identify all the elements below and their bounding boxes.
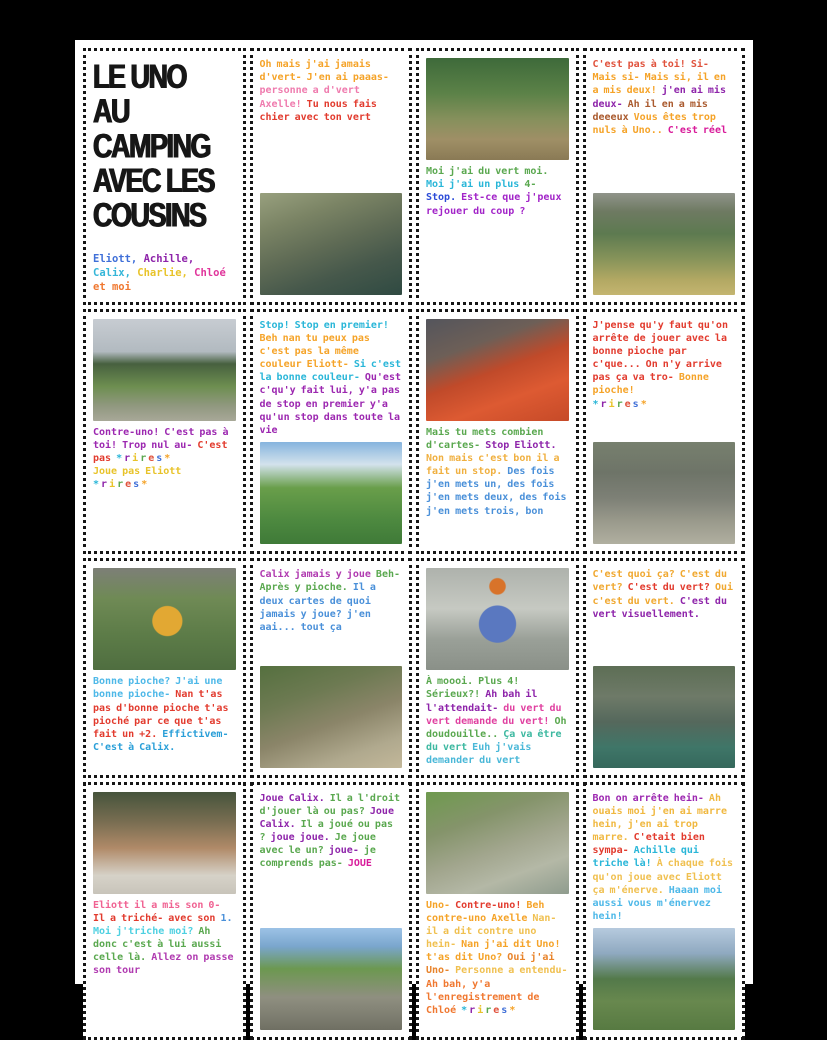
grid-cell-r3c4 [583, 558, 746, 777]
dialogue-segment: Oh mais j'ai jamais d'vert- J'en ai paaas- [259, 59, 389, 84]
dialogue-segment: C'est pas à toi! Si- [592, 59, 709, 70]
grid-cell-r2c4 [583, 309, 746, 555]
grid-cell-r4c4 [583, 782, 746, 1040]
dialogue-segment: C'est pas [93, 439, 228, 464]
dialogue-segment: Nan- il a dit contre uno hein- [426, 912, 557, 951]
dialogue-segment: Bonne pioche? J'ai une bonne pioche- [93, 676, 223, 701]
dialogue-segment: j'en ai mis deux- [592, 85, 726, 110]
dialogue-text [593, 792, 736, 924]
dialogue-segment: Stop Eliott. [485, 439, 557, 451]
dialogue-segment: C'est du vert? [627, 582, 715, 594]
name-et-moi: et moi [93, 281, 131, 294]
grid-cell-r3c3 [416, 558, 579, 777]
grid-cell-r2c3 [416, 309, 579, 555]
dialogue-segment: C'est du vert visuellement. [592, 595, 727, 620]
dialogue-text [260, 568, 403, 634]
photo-river-chairs [260, 666, 403, 768]
name-achille: Achille, [137, 253, 195, 265]
dialogue-segment: Nan j'ai dit Uno! t'as dit Uno? [426, 939, 561, 964]
dialogue-segment: Est-ce que j'peux rejouer du coup ? [426, 192, 562, 217]
dialogue-segment: Haaan moi aussi vous m'énervez hein! [592, 884, 722, 923]
dialogue-segment: je comprends pas- [259, 845, 376, 870]
dialogue-segment: Il a joué ou pas ? [259, 818, 393, 844]
photo-dog-river [426, 792, 569, 894]
photo-piggyback [260, 442, 403, 544]
dialogue-segment: Ah il en a mis deeeux [592, 98, 708, 123]
grid-cell-r3c2 [250, 558, 413, 777]
page-title [93, 57, 236, 235]
photo-basalt-canyon [593, 442, 736, 544]
dialogue-segment: Euh j'vais demander du vert [426, 742, 532, 767]
dialogue-segment: du vert du vert demande du vert! [426, 702, 562, 727]
dialogue-segment: Nan t'as pas d'bonne pioche t'as pioché par ce que t'as fait un +2. [93, 689, 229, 740]
dialogue-segment: 1. [220, 912, 233, 924]
dialogue-segment: Bon on arrête hein- [592, 792, 709, 804]
dialogue-text [593, 58, 736, 137]
photo-railbike [426, 58, 569, 160]
dialogue-segment: Effictivem- C'est à Calix. [93, 728, 229, 754]
dialogue-segment: Il a l'droit d'jouer là ou pas? [259, 792, 400, 817]
dialogue-segment: Stop! Stop en premier! [259, 319, 389, 331]
dialogue-segment: C'etait bien sympa- [592, 832, 705, 857]
dialogue-segment: Il a triché- avec son [93, 912, 221, 924]
page-grid [75, 40, 753, 1017]
dialogue-segment: Achille qui triche là! [592, 845, 699, 870]
dialogue-text [426, 426, 569, 518]
dialogue-segment: Si c'est la bonne couleur- [259, 359, 401, 384]
photo-cliff-jump [260, 193, 403, 295]
rires-laughter-label: *rires* [592, 398, 649, 410]
dialogue-segment: Oh doudouille.. [426, 715, 567, 740]
dialogue-segment: Joue pas Eliott [93, 466, 182, 478]
dialogue-segment: Moi j'ai du vert moi. [426, 166, 549, 177]
dialogue-segment: Non mais c'est bon il a fait un stop. [426, 452, 560, 478]
photo-sleeping-bag [426, 319, 569, 421]
grid-cell-r1c2 [250, 48, 413, 305]
dialogue-segment: Contre-uno! [455, 899, 527, 911]
dialogue-segment: Il a deux cartes de quoi jamais y joue? j'en aai... tout ça [259, 582, 376, 633]
dialogue-segment: Beh contre-uno Axelle [426, 899, 545, 924]
photo-dinner-table [93, 792, 236, 894]
grid-cell-r3c1 [83, 558, 246, 777]
dialogue-segment: À chaque fois qu'on joue avec Eliott ça m'énerve. [592, 858, 734, 896]
grid-cell-r2c2 [250, 309, 413, 555]
dialogue-segment: Oui c'est du vert. [592, 582, 733, 607]
dialogue-segment: Qu'est c'qu'y fait lui, y'a pas de stop en premier y'a qu'un stop dans toute la vie [259, 372, 401, 437]
dialogue-segment: Ça va être du vert [426, 728, 562, 754]
dialogue-segment: Moi j'ai un plus [426, 179, 525, 191]
dialogue-segment: personne a d'vert Axelle! [259, 85, 360, 110]
dialogue-text [260, 792, 403, 871]
dialogue-text [426, 899, 569, 1018]
dialogue-segment: Beh- Après y pioche. [259, 569, 401, 594]
photo-field-walk [93, 319, 236, 421]
page-title-line: AVEC LES [93, 161, 215, 200]
dialogue-segment: Bonne pioche! [592, 372, 709, 397]
photo-canyoning [426, 568, 569, 670]
name-calix: Calix, [93, 267, 131, 280]
rires-laughter-label: *rires* [93, 479, 150, 491]
dialogue-segment: Stop. [426, 192, 462, 204]
page-title-line: AU CAMPING [93, 92, 210, 165]
photo-dog-swim [593, 193, 736, 295]
dialogue-segment: Ah bah, y'a l'enregistrement de Chloé [426, 978, 540, 1017]
page-title-line: COUSINS [93, 195, 206, 235]
dialogue-segment: Contre-uno! C'est pas à toi! Trop nul au- [93, 426, 229, 451]
dialogue-segment: Oui j'ai Uno- [426, 952, 555, 977]
dialogue-segment: C'est quoi ça? C'est du vert? [592, 569, 727, 594]
name-charlie: Charlie, [130, 267, 188, 280]
dialogue-segment: À moooi. Plus 4! Sérieux?! [426, 676, 520, 701]
dialogue-segment: J'pense qu'y faut qu'on arrête de jouer avec la bonne pioche par c'que... On n'y arrive pas ça va tro- [592, 319, 728, 384]
dialogue-segment: Mais tu mets combien d'cartes- [426, 426, 544, 451]
dialogue-segment: joue- [328, 845, 364, 857]
dialogue-segment: 4- [524, 179, 537, 191]
dialogue-segment: Ah bah il l'attendait- [426, 689, 538, 714]
dialogue-segment: JOUE [347, 858, 372, 870]
grid-cell-title [83, 48, 246, 305]
dialogue-segment: Je joue avec le un? [259, 832, 376, 857]
dialogue-text [426, 675, 569, 767]
dialogue-segment: Allez on passe son tour [93, 952, 234, 977]
grid-cell-r4c3 [416, 782, 579, 1040]
dialogue-text [93, 899, 236, 978]
dialogue-segment: Moi j'triche moi? [93, 925, 199, 937]
dialogue-text [426, 165, 569, 218]
grid-cell-r2c1 [83, 309, 246, 555]
page-title-line: LE UNO [93, 57, 187, 96]
dialogue-segment: Beh nan tu peux pas c'est pas la même couleur Eliott- [259, 332, 370, 371]
dialogue-segment: Tu nous fais chier avec ton vert [259, 98, 377, 123]
photo-camp-chair [93, 568, 236, 670]
dialogue-text [93, 426, 236, 492]
dialogue-text [260, 58, 403, 124]
dialogue-segment: Calix jamais y joue [259, 569, 376, 581]
dialogue-segment: Personne a entendu- [455, 965, 568, 977]
dialogue-text [93, 675, 236, 754]
dialogue-segment: Joue Calix. [259, 805, 394, 830]
photo-hike-view [593, 928, 736, 1030]
dialogue-text [593, 319, 736, 411]
dialogue-text [260, 319, 403, 438]
name-eliott: Eliott, [93, 253, 138, 265]
dialogue-segment: Uno- [426, 899, 456, 911]
grid-cell-r4c2 [250, 782, 413, 1040]
dialogue-segment: Vous êtes trop nuls à Uno.. [592, 111, 716, 136]
dialogue-segment: Mais si- Mais si, il en a mis deux! [592, 72, 726, 97]
rires-laughter-label: *rires* [461, 1005, 518, 1017]
name-chloe: Chloé [187, 267, 226, 280]
photo-stone-bridge [260, 928, 403, 1030]
cousins-names [93, 252, 236, 295]
dialogue-segment: Ah donc c'est à lui aussi celle là. [93, 925, 222, 964]
dialogue-segment: Ah ouais moi j'en ai marre hein, j'en ai trop marre. [592, 792, 727, 844]
dialogue-segment: Des fois j'en mets un, des fois j'en mets deux, des fois j'en mets trois, bon [426, 466, 567, 517]
dialogue-segment: joue joue. [270, 832, 335, 844]
grid-cell-r4c1 [83, 782, 246, 1040]
dialogue-segment: Eliott il a mis son 0- [93, 899, 221, 911]
rires-laughter-label: *rires* [116, 452, 173, 464]
grid-cell-r1c4 [583, 48, 746, 305]
grid-cell-r1c3 [416, 48, 579, 305]
dialogue-segment: Joue Calix. [259, 792, 330, 804]
dialogue-text [593, 568, 736, 621]
dialogue-segment: C'est réel [667, 124, 727, 136]
photo-river-pool [593, 666, 736, 768]
